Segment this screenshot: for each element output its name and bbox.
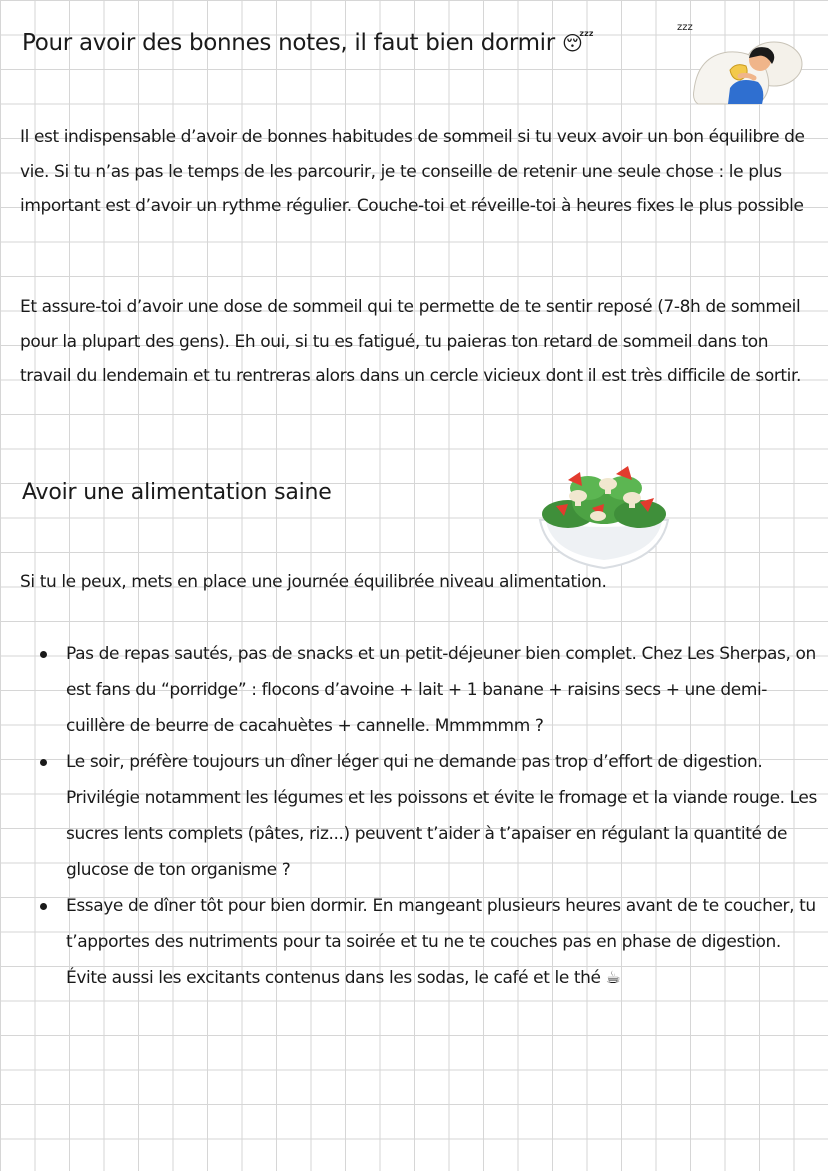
title-text: Pour avoir des bonnes notes, il faut bien dormir bbox=[22, 30, 555, 56]
list-item-text: Pas de repas sautés, pas de snacks et un petit-déjeuner bien complet. Chez Les Sherpas, on est fans du “porridge” : flocons d’avoine + lait + 1 banane + raisins secs + une demi-cuillère de beurre de cacahuètes + cannelle. Mmmmmm ? bbox=[66, 644, 816, 736]
list-item bbox=[66, 744, 824, 888]
list-item bbox=[66, 636, 824, 744]
salad-bowl-icon bbox=[528, 458, 680, 574]
bullet-dot bbox=[40, 651, 47, 658]
page-title bbox=[22, 30, 594, 56]
bullet-dot bbox=[40, 903, 47, 910]
food-tips-list bbox=[66, 636, 824, 996]
paragraph-sleep-dose: Et assure-toi d’avoir une dose de sommeil qui te permette de te sentir reposé (7-8h de sommeil pour la plupart des gens). Eh oui, si tu es fatigué, tu paieras ton retard de sommeil dans ton travail du lendemain et tu rentreras alors dans un cercle vicieux dont il est très difficile de sortir. bbox=[20, 297, 802, 386]
list-item-text: Essaye de dîner tôt pour bien dormir. En mangeant plusieurs heures avant de te coucher, tu t’apportes des nutriments pour ta soirée et tu ne te couches pas en phase de digestion. Évite aussi les excitants contenus dans les sodas, le café et le thé ☕ bbox=[66, 896, 816, 988]
paragraph-food-intro: Si tu le peux, mets en place une journée équilibrée niveau alimentation. bbox=[20, 572, 607, 592]
zzz-label: zzz bbox=[677, 22, 693, 33]
sleeping-face-icon: 😴 bbox=[561, 31, 594, 55]
paragraph-sleep-habits: Il est indispensable d’avoir de bonnes habitudes de sommeil si tu veux avoir un bon équilibre de vie. Si tu n’as pas le temps de les parcourir, je te conseille de retenir une seule chose : le plus important est d’avoir un rythme régulier. Couche-toi et réveille-toi à heures fixes le plus possible bbox=[20, 127, 805, 216]
bullet-dot bbox=[40, 759, 47, 766]
sleeping-person-icon bbox=[688, 30, 806, 110]
section-title-food: Avoir une alimentation saine bbox=[22, 480, 332, 505]
list-item-text: Le soir, préfère toujours un dîner léger qui ne demande pas trop d’effort de digestion. Privilégie notamment les légumes et les poissons et évite le fromage et la viande rouge. Les sucres lents complets (pâtes, riz...) peuvent t’aider à t’apaiser en régulant la quantité de glucose de ton organisme ? bbox=[66, 752, 817, 880]
list-item bbox=[66, 888, 824, 996]
